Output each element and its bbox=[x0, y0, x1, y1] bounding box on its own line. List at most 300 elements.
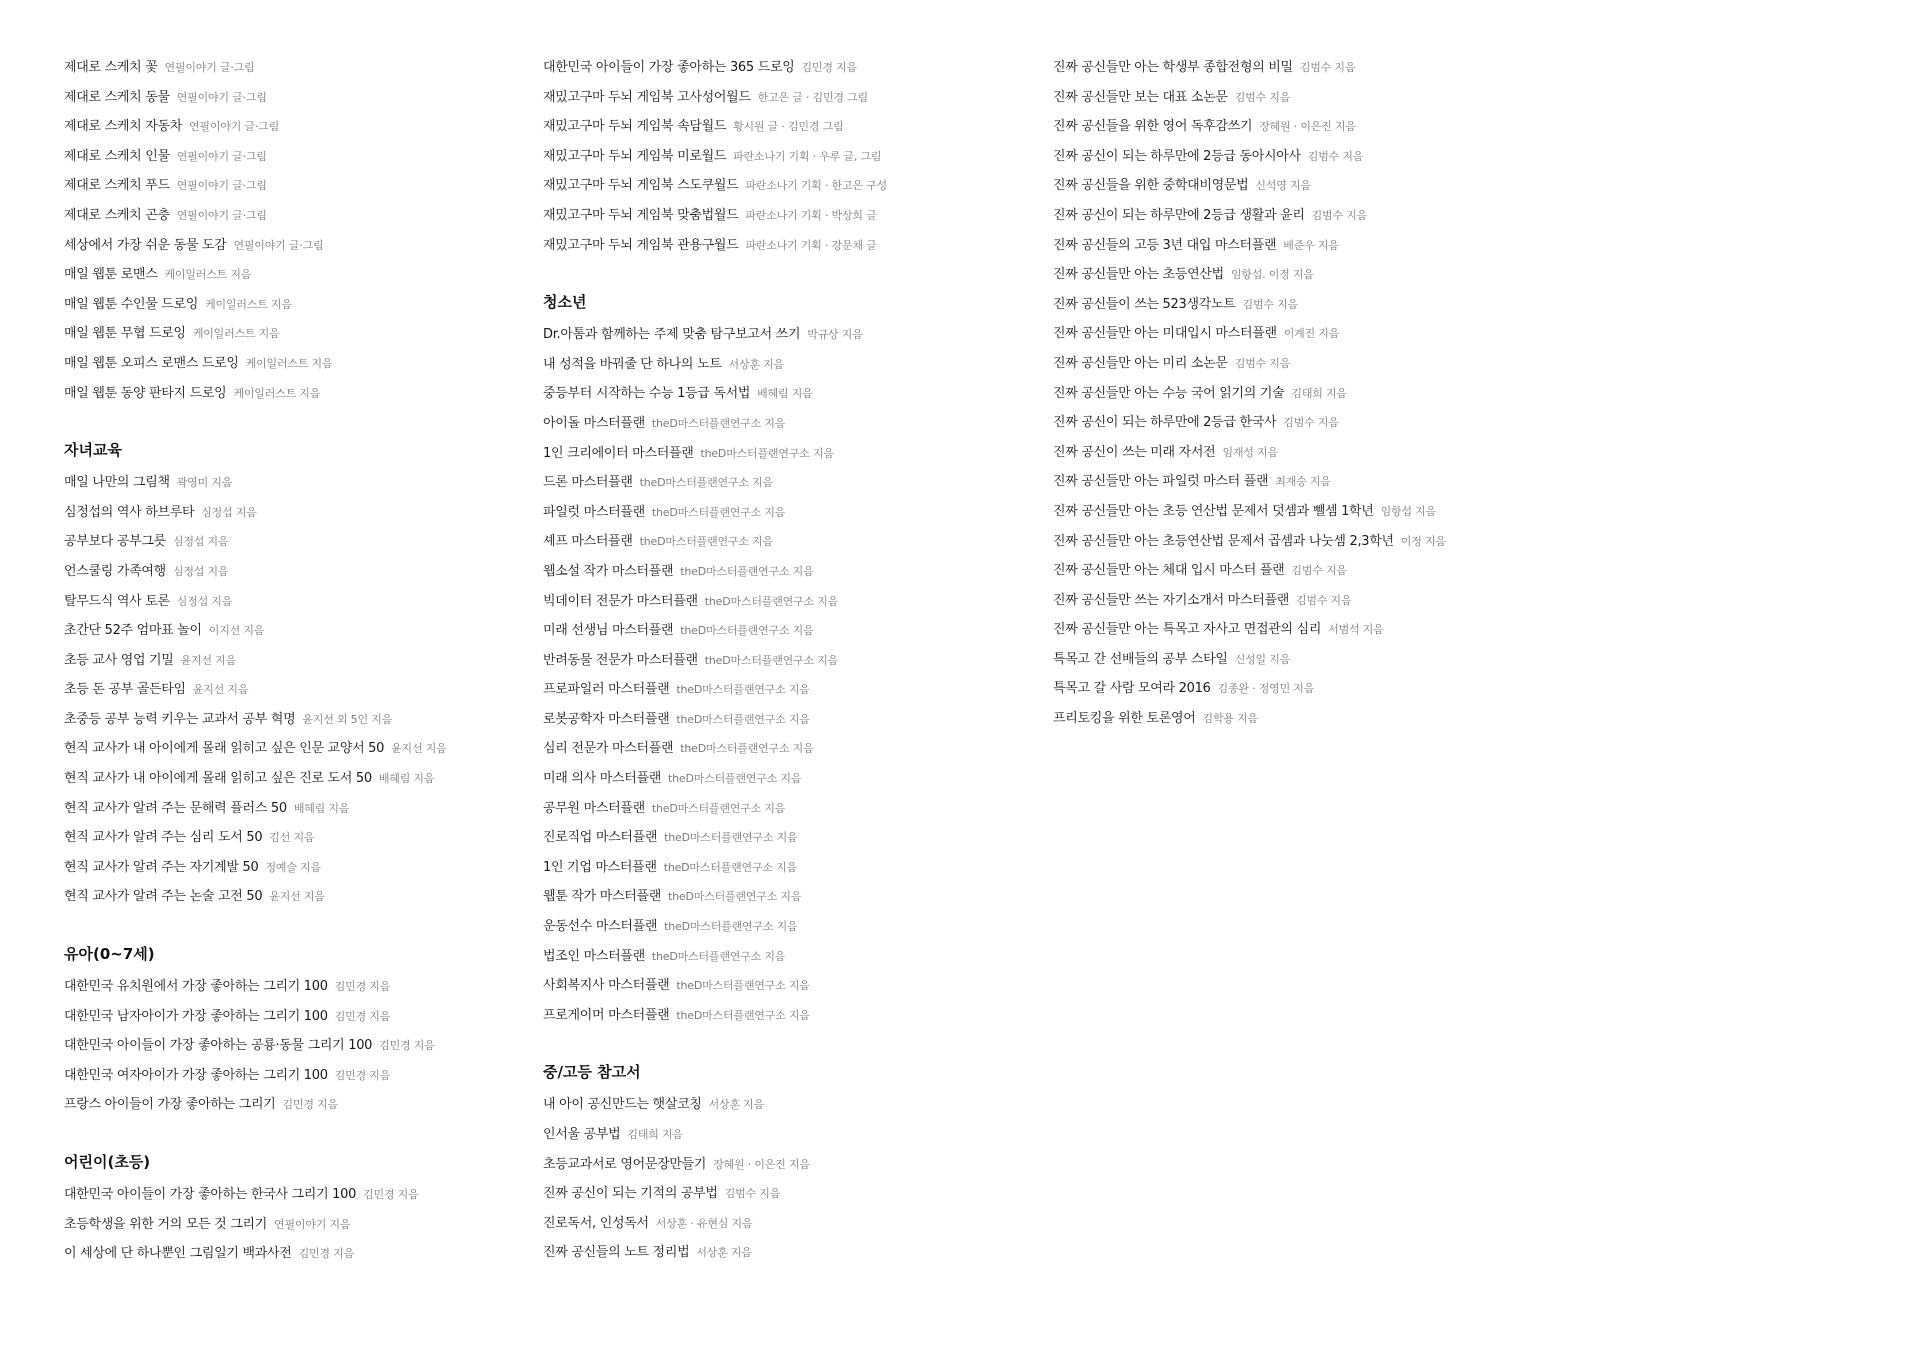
book-title: 대한민국 아이들이 가장 좋아하는 한국사 그리기 100 bbox=[64, 1187, 357, 1202]
book-entry bbox=[1053, 620, 1653, 650]
book-title: 1인 크리에이터 마스터플랜 bbox=[543, 445, 694, 461]
book-entry bbox=[543, 473, 1043, 503]
book-title: 법조인 마스터플랜 bbox=[543, 948, 645, 964]
book-entry bbox=[64, 680, 534, 710]
book-entry bbox=[1053, 650, 1653, 680]
book-entry bbox=[543, 236, 1043, 266]
book-author: theD마스터플랜연구소 지음 bbox=[668, 890, 802, 904]
book-author: 최재승 지음 bbox=[1275, 475, 1331, 489]
book-author: 이지선 지음 bbox=[208, 624, 265, 638]
book-author: 신석영 지음 bbox=[1255, 179, 1311, 193]
book-entry bbox=[64, 1036, 534, 1066]
book-title: 특목고 간 선배들의 공부 스타일 bbox=[1053, 651, 1228, 667]
book-title: 초간단 52주 엄마표 놀이 bbox=[64, 623, 202, 639]
book-author: theD마스터플랜연구소 지음 bbox=[651, 949, 786, 963]
book-entry bbox=[64, 265, 534, 295]
book-entry bbox=[1053, 295, 1653, 325]
book-title: 진짜 공신들만 아는 초등 연산법 문제서 덧셈과 뺄셈 1학년 bbox=[1053, 503, 1374, 519]
book-entry bbox=[64, 858, 534, 888]
book-entry bbox=[64, 473, 534, 503]
book-entry bbox=[1053, 88, 1653, 118]
book-title: 진짜 공신들만 보는 대표 소논문 bbox=[1053, 89, 1228, 105]
book-title: 현직 교사가 알려 주는 논술 고전 50 bbox=[64, 889, 263, 905]
book-title: 웹소설 작가 마스터플랜 bbox=[543, 563, 674, 579]
book-title: 진짜 공신들의 노트 정리법 bbox=[543, 1245, 690, 1261]
book-entry bbox=[64, 88, 534, 118]
book-section bbox=[64, 943, 534, 1125]
book-author: 김태희 지음 bbox=[1291, 386, 1347, 400]
book-author: 배혜림 지음 bbox=[293, 801, 350, 815]
book-title: 진짜 공신들이 쓰는 523생각노트 bbox=[1053, 296, 1236, 312]
book-entry bbox=[543, 117, 1043, 147]
book-author: 장혜원 · 이은진 지음 bbox=[713, 1157, 810, 1171]
book-title: 운동선수 마스터플랜 bbox=[543, 919, 658, 935]
book-author: theD마스터플랜연구소 지음 bbox=[680, 742, 814, 756]
book-section bbox=[1053, 58, 1653, 739]
book-author: 연필이야기 글·그림 bbox=[176, 90, 267, 104]
book-entry bbox=[1053, 709, 1653, 739]
book-title: 진짜 공신들만 쓰는 자기소개서 마스터플랜 bbox=[1053, 592, 1289, 608]
book-title: 재밌고구마 두뇌 게임북 맞춤법월드 bbox=[543, 207, 739, 223]
book-title: 진짜 공신들만 아는 미리 소논문 bbox=[1053, 355, 1228, 371]
section-heading: 청소년 bbox=[543, 293, 587, 312]
book-title: 대한민국 여자아이가 가장 좋아하는 그리기 100 bbox=[64, 1067, 328, 1083]
book-title: 현직 교사가 내 아이에게 몰래 읽히고 싶은 진로 도서 50 bbox=[64, 771, 372, 787]
book-title: 대한민국 아이들이 가장 좋아하는 공룡·동물 그리기 100 bbox=[64, 1038, 373, 1054]
book-title: 현직 교사가 내 아이에게 몰래 읽히고 싶은 인문 교양서 50 bbox=[64, 741, 385, 757]
book-entry bbox=[64, 503, 534, 533]
book-author: 배준우 지음 bbox=[1283, 238, 1339, 252]
book-entry bbox=[1053, 679, 1653, 709]
book-author: 김종완 · 정영민 지음 bbox=[1217, 682, 1315, 696]
book-title: 재밌고구마 두뇌 게임북 속담월드 bbox=[543, 119, 727, 135]
book-entry bbox=[64, 1185, 534, 1215]
book-author: 윤지선 지음 bbox=[192, 683, 249, 697]
book-author: 연필이야기 글·그림 bbox=[176, 149, 267, 163]
book-author: 김범수 지음 bbox=[1299, 61, 1356, 74]
book-title: 제대로 스케치 동물 bbox=[64, 89, 170, 105]
book-section bbox=[543, 58, 1043, 265]
book-author: 파란소나기 기획 · 박상희 글 bbox=[745, 208, 877, 222]
book-author: 케이일러스트 지음 bbox=[164, 268, 252, 282]
book-title: 대한민국 아이들이 가장 좋아하는 365 드로잉 bbox=[543, 60, 795, 75]
catalog-column-1 bbox=[64, 58, 534, 1274]
book-entry bbox=[64, 621, 534, 651]
book-title: 특목고 갈 사람 모여라 2016 bbox=[1053, 681, 1211, 697]
book-author: 파란소나기 기획 · 우루 글, 그림 bbox=[733, 149, 882, 163]
book-author: 연필이야기 글·그림 bbox=[176, 179, 267, 193]
book-section bbox=[64, 439, 534, 917]
book-entry bbox=[543, 1243, 1043, 1273]
book-author: theD마스터플랜연구소 지음 bbox=[676, 683, 810, 697]
book-author: theD마스터플랜연구소 지음 bbox=[651, 801, 786, 815]
book-title: 매일 웹툰 동양 판타지 드로잉 bbox=[64, 385, 227, 401]
book-title: 1인 기업 마스터플랜 bbox=[543, 859, 657, 875]
book-author: 케이일러스트 지음 bbox=[192, 327, 280, 341]
book-author: 연필이야기 글·그림 bbox=[233, 238, 324, 252]
book-entry bbox=[64, 532, 534, 562]
book-author: 서상훈 지음 bbox=[696, 1246, 752, 1260]
book-entry bbox=[64, 176, 534, 206]
book-title: 재밌고구마 두뇌 게임북 관용구월드 bbox=[543, 237, 739, 253]
book-author: 이정 지음 bbox=[1400, 534, 1446, 548]
book-title: 재밌고구마 두뇌 게임북 스도쿠월드 bbox=[543, 178, 739, 194]
book-author: theD마스터플랜연구소 지음 bbox=[704, 653, 839, 667]
book-title: 진짜 공신들만 아는 초등연산법 bbox=[1053, 267, 1224, 283]
book-author: 파란소나기 기획 · 한고은 구성 bbox=[745, 179, 887, 193]
book-author: 김민경 지음 bbox=[379, 1039, 435, 1053]
book-title: 대한민국 남자아이가 가장 좋아하는 그리기 100 bbox=[64, 1008, 328, 1024]
book-author: theD마스터플랜연구소 지음 bbox=[700, 446, 834, 460]
book-author: 김범수 지음 bbox=[1307, 149, 1364, 163]
book-entry bbox=[543, 325, 1043, 355]
book-title: 제대로 스케치 자동차 bbox=[64, 119, 182, 135]
book-entry bbox=[64, 1244, 534, 1274]
book-entry bbox=[1053, 384, 1653, 414]
book-entry bbox=[543, 651, 1043, 681]
book-entry bbox=[64, 977, 534, 1007]
book-author: theD마스터플랜연구소 지음 bbox=[668, 772, 802, 786]
book-author: theD마스터플랜연구소 지음 bbox=[663, 860, 797, 874]
book-title: 진짜 공신들만 아는 특목고 자사고 면접관의 심리 bbox=[1053, 622, 1322, 638]
book-entry bbox=[543, 444, 1043, 474]
book-entry bbox=[543, 1006, 1043, 1036]
book-author: 연필이야기 지음 bbox=[274, 1217, 351, 1231]
book-entry bbox=[64, 384, 534, 414]
section-heading: 중/고등 참고서 bbox=[543, 1063, 641, 1082]
book-author: 김민경 지음 bbox=[334, 1068, 391, 1082]
book-author: 이계진 지음 bbox=[1283, 327, 1340, 341]
book-entry bbox=[543, 88, 1043, 118]
book-author: 윤지선 외 5인 지음 bbox=[302, 712, 393, 726]
book-entry bbox=[1053, 206, 1653, 236]
book-entry bbox=[543, 887, 1043, 917]
book-author: theD마스터플랜연구소 지음 bbox=[680, 624, 814, 638]
book-author: 김민경 지음 bbox=[282, 1098, 338, 1112]
book-author: 서범석 지음 bbox=[1328, 623, 1384, 637]
book-entry bbox=[1053, 236, 1653, 266]
book-title: 아이돌 마스터플랜 bbox=[543, 415, 645, 431]
book-entry bbox=[64, 651, 534, 681]
book-author: 임재성 지음 bbox=[1222, 445, 1278, 459]
book-title: 진로독서, 인성독서 bbox=[543, 1215, 649, 1231]
book-entry bbox=[64, 1095, 534, 1125]
book-title: 내 아이 공신만드는 햇살코칭 bbox=[543, 1097, 702, 1113]
book-entry bbox=[64, 739, 534, 769]
book-author: 심정섭 지음 bbox=[201, 505, 257, 519]
book-title: 제대로 스케치 인물 bbox=[64, 148, 170, 164]
book-author: 연필이야기 글·그림 bbox=[176, 208, 267, 222]
book-title: 웹툰 작가 마스터플랜 bbox=[543, 889, 661, 905]
book-entry bbox=[1053, 265, 1653, 295]
book-entry bbox=[543, 1125, 1043, 1155]
book-title: 공무원 마스터플랜 bbox=[543, 800, 645, 816]
book-entry bbox=[543, 562, 1043, 592]
book-author: 연필이야기 글·그림 bbox=[189, 120, 280, 134]
book-author: 서상훈 지음 bbox=[728, 357, 784, 371]
book-title: 진짜 공신이 되는 하루만에 2등급 동아시아사 bbox=[1053, 148, 1301, 164]
book-entry bbox=[543, 828, 1043, 858]
book-entry bbox=[1053, 472, 1653, 502]
book-entry bbox=[1053, 324, 1653, 354]
book-title: 매일 웹툰 로맨스 bbox=[64, 267, 158, 283]
book-title: 진로직업 마스터플랜 bbox=[543, 830, 658, 846]
book-author: theD마스터플랜연구소 지음 bbox=[651, 505, 786, 519]
book-title: 세상에서 가장 쉬운 동물 도감 bbox=[64, 237, 227, 253]
book-entry bbox=[64, 206, 534, 236]
book-title: 이 세상에 단 하나뿐인 그림일기 백과사전 bbox=[64, 1246, 292, 1262]
book-title: 진짜 공신들만 아는 미대입시 마스터플랜 bbox=[1053, 326, 1277, 342]
book-title: Dr.아톰과 함께하는 주제 맞춤 탐구보고서 쓰기 bbox=[543, 327, 801, 343]
book-entry bbox=[543, 799, 1043, 829]
book-author: 김민경 지음 bbox=[298, 1247, 354, 1261]
book-entry bbox=[1053, 502, 1653, 532]
book-title: 현직 교사가 알려 주는 심리 도서 50 bbox=[64, 830, 263, 846]
book-title: 미래 선생님 마스터플랜 bbox=[543, 623, 674, 639]
book-entry bbox=[1053, 147, 1653, 177]
book-author: 김범수 지음 bbox=[1295, 593, 1352, 607]
catalog-column-3 bbox=[1053, 58, 1653, 739]
book-title: 매일 웹툰 무협 드로잉 bbox=[64, 326, 186, 342]
book-author: 케이일러스트 지음 bbox=[233, 386, 321, 400]
book-author: 황시원 글 · 김민경 그림 bbox=[733, 120, 844, 134]
book-entry bbox=[64, 710, 534, 740]
book-author: 김선 지음 bbox=[269, 831, 315, 845]
book-title: 제대로 스케치 꽃 bbox=[64, 60, 158, 75]
book-author: 김범수 지음 bbox=[1234, 356, 1291, 370]
book-entry bbox=[1053, 117, 1653, 147]
book-author: 신성일 지음 bbox=[1234, 652, 1291, 666]
book-title: 파일럿 마스터플랜 bbox=[543, 504, 645, 520]
book-title: 진짜 공신들만 아는 파일럿 마스터 플랜 bbox=[1053, 474, 1269, 490]
book-author: 김범수 지음 bbox=[1311, 208, 1368, 222]
book-title: 사회복지사 마스터플랜 bbox=[543, 978, 670, 994]
book-entry bbox=[543, 355, 1043, 385]
book-entry bbox=[543, 621, 1043, 651]
book-entry bbox=[64, 887, 534, 917]
book-entry bbox=[543, 503, 1043, 533]
book-entry bbox=[64, 592, 534, 622]
book-entry bbox=[543, 739, 1043, 769]
book-title: 심정섭의 역사 하브루타 bbox=[64, 504, 195, 520]
book-author: 곽영미 지음 bbox=[176, 476, 233, 490]
book-author: 윤지선 지음 bbox=[269, 890, 325, 904]
book-title: 진짜 공신이 쓰는 미래 자서전 bbox=[1053, 444, 1216, 460]
book-entry bbox=[64, 799, 534, 829]
book-title: 제대로 스케치 곤충 bbox=[64, 207, 170, 223]
book-entry bbox=[64, 354, 534, 384]
book-title: 진짜 공신들만 아는 수능 국어 읽기의 기술 bbox=[1053, 385, 1285, 401]
book-author: 김범수 지음 bbox=[1242, 297, 1298, 311]
book-title: 프리토킹을 위한 토론영어 bbox=[1053, 711, 1196, 727]
book-entry bbox=[543, 976, 1043, 1006]
book-author: 연필이야기 글·그림 bbox=[164, 61, 255, 74]
book-author: 정예슬 지음 bbox=[265, 860, 321, 874]
book-entry bbox=[543, 206, 1043, 236]
book-entry bbox=[1053, 591, 1653, 621]
book-entry bbox=[543, 532, 1043, 562]
book-entry bbox=[64, 828, 534, 858]
book-entry bbox=[64, 1066, 534, 1096]
book-author: 배혜림 지음 bbox=[757, 387, 813, 401]
book-title: 인서울 공부법 bbox=[543, 1127, 621, 1142]
book-entry bbox=[543, 384, 1043, 414]
book-author: 김민경 지음 bbox=[801, 61, 857, 74]
book-title: 대한민국 유치원에서 가장 좋아하는 그리기 100 bbox=[64, 979, 328, 995]
book-author: theD마스터플랜연구소 지음 bbox=[664, 831, 798, 845]
book-title: 초등 교사 영업 기밀 bbox=[64, 652, 174, 668]
book-entry bbox=[543, 858, 1043, 888]
book-entry bbox=[543, 1214, 1043, 1244]
book-author: 임항섭. 이정 지음 bbox=[1230, 268, 1314, 282]
book-author: 김범수 지음 bbox=[724, 1187, 781, 1201]
book-entry bbox=[1053, 413, 1653, 443]
book-title: 셰프 마스터플랜 bbox=[543, 534, 633, 550]
book-author: 한고은 글 · 김민경 그림 bbox=[757, 90, 868, 104]
book-entry bbox=[64, 562, 534, 592]
book-entry bbox=[543, 1155, 1043, 1185]
section-heading: 어린이(초등) bbox=[64, 1153, 151, 1171]
book-entry bbox=[64, 236, 534, 266]
book-author: theD마스터플랜연구소 지음 bbox=[676, 1008, 810, 1022]
book-title: 매일 나만의 그림책 bbox=[64, 475, 170, 491]
book-author: theD마스터플랜연구소 지음 bbox=[639, 476, 773, 490]
book-title: 드론 마스터플랜 bbox=[543, 475, 633, 491]
book-entry bbox=[64, 1215, 534, 1245]
book-entry bbox=[64, 295, 534, 325]
book-title: 진짜 공신들만 아는 초등연산법 문제서 곱셈과 나눗셈 2,3학년 bbox=[1053, 533, 1394, 549]
book-title: 중등부터 시작하는 수능 1등급 독서법 bbox=[543, 386, 751, 402]
book-section bbox=[543, 1061, 1043, 1273]
book-entry bbox=[543, 769, 1043, 799]
book-entry bbox=[1053, 561, 1653, 591]
book-title: 언스쿨링 가족여행 bbox=[64, 563, 166, 579]
book-entry bbox=[543, 176, 1043, 206]
book-author: 김범수 지음 bbox=[1234, 90, 1291, 104]
catalog-column-2 bbox=[543, 58, 1043, 1273]
book-entry bbox=[543, 147, 1043, 177]
book-title: 진짜 공신들을 위한 영어 독후감쓰기 bbox=[1053, 119, 1253, 135]
book-author: 케이일러스트 지음 bbox=[205, 297, 292, 311]
book-author: theD마스터플랜연구소 지음 bbox=[676, 712, 810, 726]
book-title: 재밌고구마 두뇌 게임북 미로월드 bbox=[543, 148, 727, 164]
book-title: 초중등 공부 능력 키우는 교과서 공부 혁명 bbox=[64, 711, 296, 727]
book-title: 내 성적을 바꿔줄 단 하나의 노트 bbox=[543, 356, 722, 372]
book-author: 장혜원 · 이은진 지음 bbox=[1259, 120, 1356, 134]
book-title: 재밌고구마 두뇌 게임북 고사성어월드 bbox=[543, 89, 751, 105]
book-author: theD마스터플랜연구소 지음 bbox=[676, 979, 810, 993]
book-title: 프랑스 아이들이 가장 좋아하는 그리기 bbox=[64, 1097, 276, 1113]
book-author: 김범수 지음 bbox=[1291, 564, 1347, 578]
book-entry bbox=[64, 324, 534, 354]
book-entry bbox=[1053, 532, 1653, 562]
book-entry bbox=[1053, 176, 1653, 206]
book-title: 매일 웹툰 오피스 로맨스 드로잉 bbox=[64, 355, 239, 371]
book-author: 서상훈 지음 bbox=[708, 1098, 765, 1112]
book-author: 김범수 지음 bbox=[1283, 416, 1339, 430]
book-title: 빅데이터 전문가 마스터플랜 bbox=[543, 593, 698, 609]
book-title: 진짜 공신이 되는 기적의 공부법 bbox=[543, 1186, 718, 1202]
section-heading: 유아(0~7세) bbox=[64, 945, 155, 964]
book-title: 초등학생을 위한 거의 모든 것 그리기 bbox=[64, 1216, 268, 1232]
book-author: 김학용 지음 bbox=[1202, 712, 1258, 726]
book-title: 심리 전문가 마스터플랜 bbox=[543, 741, 674, 757]
book-title: 프로게이머 마스터플랜 bbox=[543, 1007, 670, 1023]
book-section bbox=[543, 291, 1043, 1035]
book-entry bbox=[543, 947, 1043, 977]
book-title: 공부보다 공부그릇 bbox=[64, 534, 166, 550]
section-heading: 자녀교육 bbox=[64, 441, 122, 460]
book-entry bbox=[543, 1095, 1043, 1125]
book-entry bbox=[1053, 58, 1653, 88]
book-author: theD마스터플랜연구소 지음 bbox=[704, 594, 839, 608]
book-author: 김민경 지음 bbox=[334, 1009, 391, 1023]
book-title: 진짜 공신들을 위한 중학대비영문법 bbox=[1053, 178, 1249, 194]
book-title: 로봇공학자 마스터플랜 bbox=[543, 711, 670, 727]
book-title: 프로파일러 마스터플랜 bbox=[543, 682, 670, 698]
book-author: 심정섭 지음 bbox=[172, 535, 229, 549]
book-title: 탈무드식 역사 토론 bbox=[64, 593, 170, 609]
book-entry bbox=[543, 710, 1043, 740]
book-author: 김태희 지음 bbox=[627, 1128, 683, 1141]
book-entry bbox=[543, 1184, 1043, 1214]
book-author: 박규상 지음 bbox=[807, 328, 863, 342]
book-title: 매일 웹툰 수인물 드로잉 bbox=[64, 296, 199, 312]
book-author: theD마스터플랜연구소 지음 bbox=[639, 535, 773, 549]
book-title: 반려동물 전문가 마스터플랜 bbox=[543, 652, 698, 668]
book-section bbox=[64, 58, 534, 413]
book-entry bbox=[64, 769, 534, 799]
book-title: 현직 교사가 알려 주는 문해력 플러스 50 bbox=[64, 800, 287, 816]
book-entry bbox=[543, 917, 1043, 947]
book-entry bbox=[64, 58, 534, 88]
book-title: 진짜 공신이 되는 하루만에 2등급 한국사 bbox=[1053, 415, 1277, 431]
book-author: 배혜림 지음 bbox=[378, 772, 435, 786]
book-author: 케이일러스트 지음 bbox=[245, 356, 333, 370]
book-entry bbox=[543, 592, 1043, 622]
book-title: 진짜 공신들의 고등 3년 대입 마스터플랜 bbox=[1053, 237, 1277, 253]
book-entry bbox=[64, 1007, 534, 1037]
book-title: 초등 돈 공부 골든타임 bbox=[64, 682, 186, 698]
book-title: 진짜 공신이 되는 하루만에 2등급 생활과 윤리 bbox=[1053, 207, 1305, 223]
book-author: 윤지선 지음 bbox=[180, 653, 236, 667]
book-title: 현직 교사가 알려 주는 자기계발 50 bbox=[64, 859, 259, 875]
book-author: 서상훈 · 유현심 지음 bbox=[655, 1216, 753, 1230]
book-author: 김민경 지음 bbox=[363, 1188, 419, 1201]
book-author: 임항섭 지음 bbox=[1380, 504, 1437, 518]
book-entry bbox=[543, 680, 1043, 710]
book-entry bbox=[543, 414, 1043, 444]
book-section bbox=[64, 1151, 534, 1274]
book-title: 진짜 공신들만 아는 체대 입시 마스터 플랜 bbox=[1053, 563, 1285, 579]
book-entry bbox=[1053, 443, 1653, 473]
book-entry bbox=[543, 58, 1043, 88]
book-author: theD마스터플랜연구소 지음 bbox=[664, 920, 798, 934]
book-title: 초등교과서로 영어문장만들기 bbox=[543, 1156, 707, 1172]
book-author: 심정섭 지음 bbox=[176, 594, 233, 608]
book-author: theD마스터플랜연구소 지음 bbox=[651, 416, 786, 430]
book-author: 윤지선 지음 bbox=[391, 742, 447, 756]
book-author: theD마스터플랜연구소 지음 bbox=[680, 564, 814, 578]
book-title: 미래 의사 마스터플랜 bbox=[543, 771, 661, 787]
book-author: 파란소나기 기획 · 강문채 글 bbox=[745, 238, 877, 252]
book-entry bbox=[64, 147, 534, 177]
book-author: 김민경 지음 bbox=[334, 980, 391, 994]
book-entry bbox=[64, 117, 534, 147]
book-title: 제대로 스케치 푸드 bbox=[64, 178, 170, 194]
book-entry bbox=[1053, 354, 1653, 384]
book-author: 심정섭 지음 bbox=[172, 564, 229, 578]
